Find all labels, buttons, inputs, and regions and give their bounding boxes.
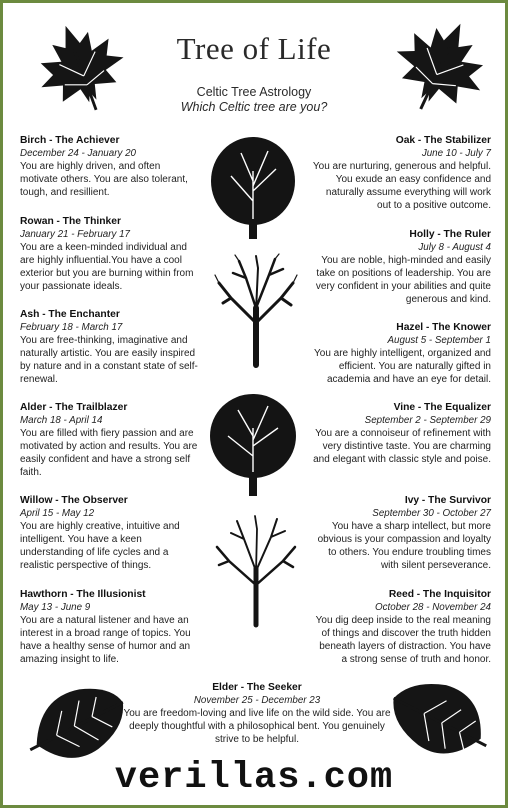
entry-name: Rowan bbox=[20, 216, 54, 227]
page-question: Which Celtic tree are you? bbox=[180, 100, 328, 114]
page-title: Tree of Life bbox=[176, 31, 332, 66]
entry-dates: September 2 - September 29 bbox=[364, 415, 491, 426]
entry-title: The Stabilizer bbox=[424, 135, 491, 146]
entry-dates: July 8 - August 4 bbox=[418, 242, 491, 253]
entry-title: The Illusionist bbox=[76, 589, 146, 600]
entry-dates: September 30 - October 27 bbox=[372, 508, 491, 519]
entry-dates: March 18 - April 14 bbox=[20, 415, 103, 426]
entry-reed: Reed - The Inquisitor October 28 - November 24 You dig deep inside to the real meaning of things and discover the truth hidden beneath layers of distraction. You have a strong sense of truth and honor. bbox=[311, 588, 491, 666]
entry-birch: Birch - The Achiever December 24 - January 20 You are highly driven, and often motivate others. You are also tolerant, tough, and resillient. bbox=[20, 134, 198, 199]
entry-holly: Holly - The Ruler July 8 - August 4 You are noble, high-minded and easily take on positions of leadership. You are very confident in your abilities and quite generous and kind. bbox=[311, 228, 491, 306]
leaf-icon bbox=[381, 671, 496, 766]
entry-rowan: Rowan - The Thinker January 21 - February 17 You are a keen-minded individual and are highly influential.You have a cool exterior but you are burning within from your passionate ideals. bbox=[20, 215, 198, 293]
entry-name: Alder bbox=[20, 402, 47, 413]
entry-name: Oak bbox=[395, 135, 416, 146]
entry-description: You dig deep inside to the real meaning of things and discover the truth hidden beneath layers of distraction. You have a strong sense of truth and honor. bbox=[315, 615, 491, 665]
entry-name: Birch bbox=[20, 135, 47, 146]
entry-name: Willow bbox=[20, 495, 53, 506]
entry-dates: November 25 - December 23 bbox=[193, 695, 321, 706]
entry-description: You are highly intelligent, organized and efficient. You are naturally gifted in academia and have an eye for detail. bbox=[314, 348, 491, 385]
entry-title: The Seeker bbox=[246, 682, 302, 693]
entry-dates: April 15 - May 12 bbox=[20, 508, 95, 519]
entry-name: Reed bbox=[388, 589, 415, 600]
entry-description: You are a connoiseur of refinement with very distintive taste. You are charming and elegant with classic style and poise. bbox=[313, 428, 491, 465]
entry-willow: Willow - The Observer April 15 - May 12 You are highly creative, intuitive and intelligent. You have a keen understanding of life cycles and a realistic perspective of things. bbox=[20, 494, 198, 572]
entry-title: The Observer bbox=[61, 495, 128, 506]
entry-description: You are highly driven, and often motivate others. You are also tolerant, tough, and resillient. bbox=[20, 161, 188, 198]
entry-dates: December 24 - January 20 bbox=[20, 148, 136, 159]
entry-ivy: Ivy - The Survivor September 30 - October 27 You have a sharp intellect, but more obvious is your compassion and loyalty to others. You endure troubling times with silent perseverance. bbox=[311, 494, 491, 572]
entry-title: The Enchanter bbox=[48, 309, 120, 320]
entry-description: You are freedom-loving and live life on the wild side. You are deeply thoughtful with a philosophical bent. You genuinely strive to be helpful. bbox=[123, 708, 391, 745]
entry-dates: February 18 - March 17 bbox=[20, 322, 123, 333]
entry-name: Ivy bbox=[404, 495, 420, 506]
entry-description: You are highly creative, intuitive and intelligent. You have a keen understanding of life cycles and a realistic perspective of things. bbox=[20, 521, 180, 571]
entry-hawthorn: Hawthorn - The Illusionist May 13 - June 9 You are a natural listener and have an interest in a broad range of topics. You have a healthy sense of humor and an amazing insight to life. bbox=[20, 588, 198, 666]
bare-tree-icon bbox=[211, 513, 301, 628]
entry-dates: January 21 - February 17 bbox=[20, 229, 130, 240]
entry-name: Hazel bbox=[396, 322, 424, 333]
entry-title: The Knower bbox=[432, 322, 491, 333]
entry-name: Ash bbox=[20, 309, 40, 320]
entry-title: The Achiever bbox=[55, 135, 120, 146]
entry-description: You are nurturing, generous and helpful. You exude an easy confidence and naturally assume everything will work out to a positive outcome. bbox=[312, 161, 491, 211]
entry-dates: June 10 - July 7 bbox=[421, 148, 491, 159]
entry-hazel: Hazel - The Knower August 5 - September 1 You are highly intelligent, organized and efficient. You are naturally gifted in academia and have an eye for detail. bbox=[311, 321, 491, 386]
entry-title: The Inquisitor bbox=[422, 589, 491, 600]
entry-description: You are free-thinking, imaginative and naturally artistic. You are easily inspired by nature and in a constant state of self-renewal. bbox=[20, 335, 198, 385]
entry-dates: August 5 - September 1 bbox=[387, 335, 491, 346]
entry-ash: Ash - The Enchanter February 18 - March 17 You are free-thinking, imaginative and naturally artistic. You are easily inspired by nature and in a constant state of self-renewal. bbox=[20, 309, 198, 385]
entry-title: The Equalizer bbox=[424, 402, 491, 413]
leaf-icon bbox=[23, 675, 133, 770]
entry-elder: Elder - The Seeker November 25 - December 23 You are freedom-loving and live life on the wild side. You are deeply thoughtful with a philosophical bent. You genuinely strive to be helpful. bbox=[123, 682, 391, 745]
entry-name: Holly bbox=[409, 229, 435, 240]
entry-description: You have a sharp intellect, but more obvious is your compassion and loyalty to others. You endure troubling times with silent perseverance. bbox=[317, 521, 491, 571]
leafy-tree-icon bbox=[206, 131, 301, 241]
entry-name: Vine bbox=[393, 402, 416, 413]
leafy-tree-icon bbox=[206, 388, 301, 498]
bare-tree-icon bbox=[211, 253, 301, 368]
entry-title: The Thinker bbox=[62, 216, 122, 227]
entry-vine: Vine - The Equalizer September 2 - September 29 You are a connoiseur of refinement with very distintive taste. You are charming and elegant with classic style and poise. bbox=[311, 401, 491, 466]
entry-name: Hawthorn bbox=[20, 589, 68, 600]
entry-description: You are a keen-minded individual and are highly influential.You have a cool exterior but you are burning within from your passionate ideals. bbox=[20, 242, 194, 292]
page-subtitle: Celtic Tree Astrology bbox=[196, 85, 312, 99]
entry-title: The Trailblazer bbox=[55, 402, 128, 413]
entry-description: You are a natural listener and have an interest in a broad range of topics. You have a healthy sense of humor and an amazing insight to life. bbox=[20, 615, 191, 665]
entry-title: The Survivor bbox=[428, 495, 491, 506]
entry-title: The Ruler bbox=[443, 229, 491, 240]
entry-oak: Oak - The Stabilizer June 10 - July 7 You are nurturing, generous and helpful. You exude an easy confidence and naturally assume everything will work out to a positive outcome. bbox=[312, 135, 491, 211]
site-footer: verillas.com bbox=[114, 757, 394, 799]
entry-dates: October 28 - November 24 bbox=[375, 602, 491, 613]
entry-description: You are noble, high-minded and easily take on positions of leadership. You are very confident in your abilities and quite generous and kind. bbox=[315, 255, 491, 305]
entry-name: Elder bbox=[212, 682, 238, 693]
entry-dates: May 13 - June 9 bbox=[20, 602, 91, 613]
entry-alder: Alder - The Trailblazer March 18 - April 14 You are filled with fiery passion and are motivated by action and results. You are easily confident and have a strong self faith. bbox=[20, 402, 198, 478]
entry-description: You are filled with fiery passion and are motivated by action and results. You are easily confident and have a strong self faith. bbox=[20, 428, 198, 478]
